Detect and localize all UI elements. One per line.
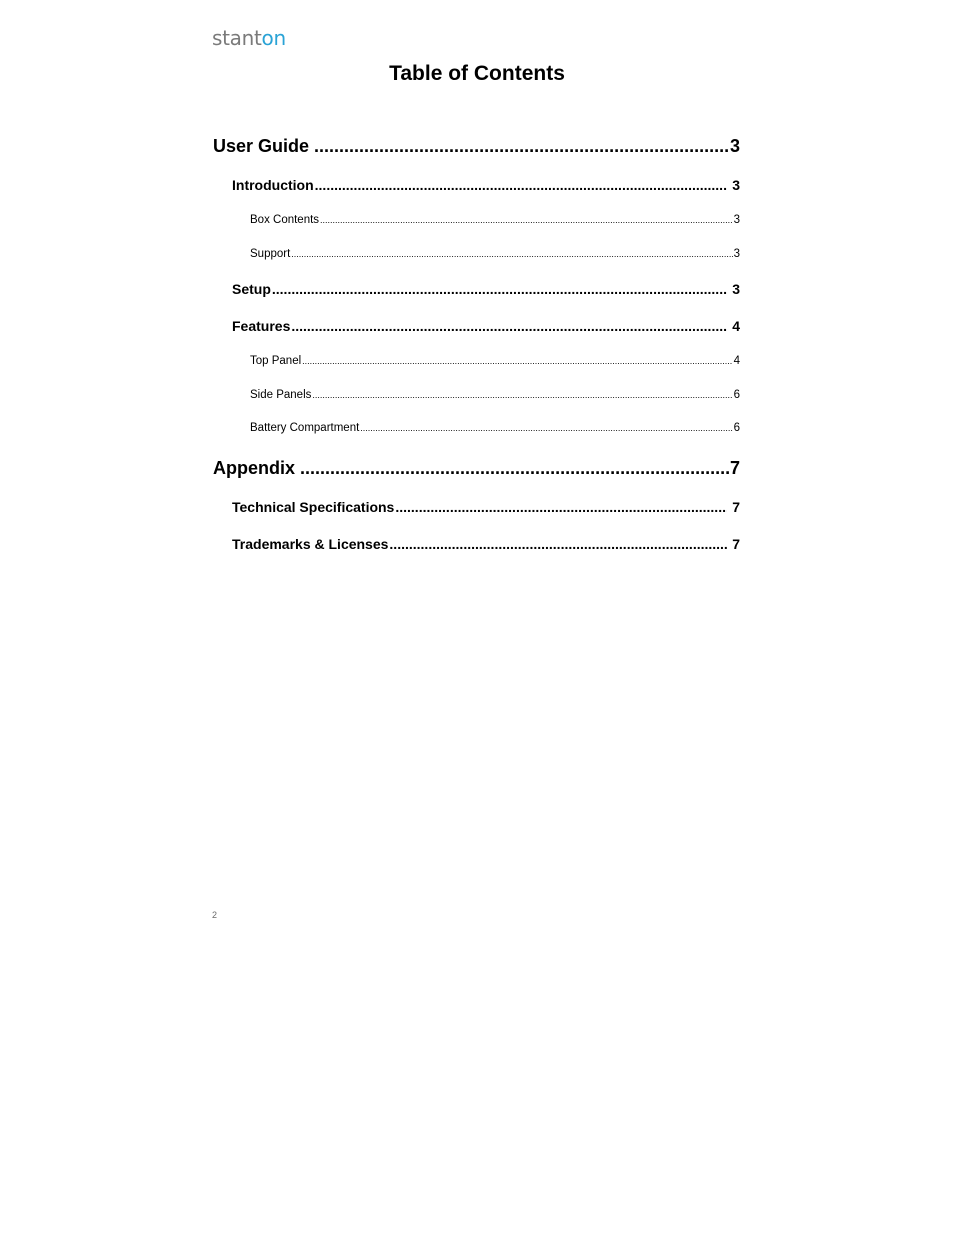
- toc-entry-label: Appendix: [213, 458, 296, 478]
- dot-leader: [389, 536, 727, 552]
- toc-entry-page: 6: [733, 389, 740, 401]
- toc-entry-top-panel[interactable]: [250, 355, 740, 367]
- dot-leader: [272, 281, 727, 297]
- toc-entry-label: Top Panel: [250, 355, 302, 367]
- toc-entry-label: Support: [250, 248, 291, 260]
- toc-entry-label: Features: [232, 318, 291, 334]
- toc-entry-user-guide[interactable]: [213, 136, 740, 157]
- toc-entry-page: 7: [732, 499, 740, 515]
- logo-wordmark: stant: [212, 26, 262, 50]
- dot-leader: [291, 318, 727, 334]
- page-number: 2: [212, 910, 218, 920]
- toc-entry-introduction[interactable]: [232, 177, 740, 193]
- toc-entry-page: 3: [733, 248, 740, 260]
- toc-entry-label: Trademarks & Licenses: [232, 536, 389, 552]
- toc-entry-box-contents[interactable]: [250, 214, 740, 226]
- toc-entry-label: Technical Specifications: [232, 499, 395, 515]
- toc-entry-label: Box Contents: [250, 214, 320, 226]
- dot-leader: [300, 458, 729, 479]
- toc-entry-support[interactable]: [250, 248, 740, 260]
- page-title: Table of Contents: [389, 62, 565, 85]
- toc-entry-page: 3: [732, 177, 740, 193]
- toc-entry-page: 7: [732, 536, 740, 552]
- toc-entry-label: Side Panels: [250, 389, 312, 401]
- toc-entry-trademarks-licenses[interactable]: [232, 536, 740, 552]
- logo-power-mark: on: [261, 26, 286, 50]
- dot-leader: [314, 136, 729, 157]
- toc-entry-label: Battery Compartment: [250, 422, 360, 434]
- toc-entry-page: 3: [729, 136, 740, 156]
- dot-leader: [315, 177, 728, 193]
- toc-entry-side-panels[interactable]: [250, 389, 740, 401]
- dot-leader: [395, 499, 727, 515]
- dot-leader: [312, 390, 732, 400]
- toc-entry-page: 4: [732, 318, 740, 334]
- toc-entry-setup[interactable]: [232, 281, 740, 297]
- toc-entry-page: 6: [733, 422, 740, 434]
- dot-leader: [320, 215, 733, 225]
- toc-entry-appendix[interactable]: [213, 458, 740, 479]
- dot-leader: [291, 249, 732, 259]
- toc-entry-label: Setup: [232, 281, 271, 297]
- toc-entry-battery-compartment[interactable]: [250, 422, 740, 434]
- toc-entry-features[interactable]: [232, 318, 740, 334]
- toc-entry-page: 7: [729, 458, 740, 478]
- toc-entry-label: User Guide: [213, 136, 310, 156]
- dot-leader: [302, 356, 732, 366]
- toc-entry-page: 3: [733, 214, 740, 226]
- toc-entry-page: 4: [733, 355, 740, 367]
- toc-entry-page: 3: [732, 281, 740, 297]
- dot-leader: [360, 423, 732, 433]
- toc-entry-label: Introduction: [232, 177, 314, 193]
- table-of-contents: [213, 0, 740, 600]
- toc-entry-technical-specifications[interactable]: [232, 499, 740, 515]
